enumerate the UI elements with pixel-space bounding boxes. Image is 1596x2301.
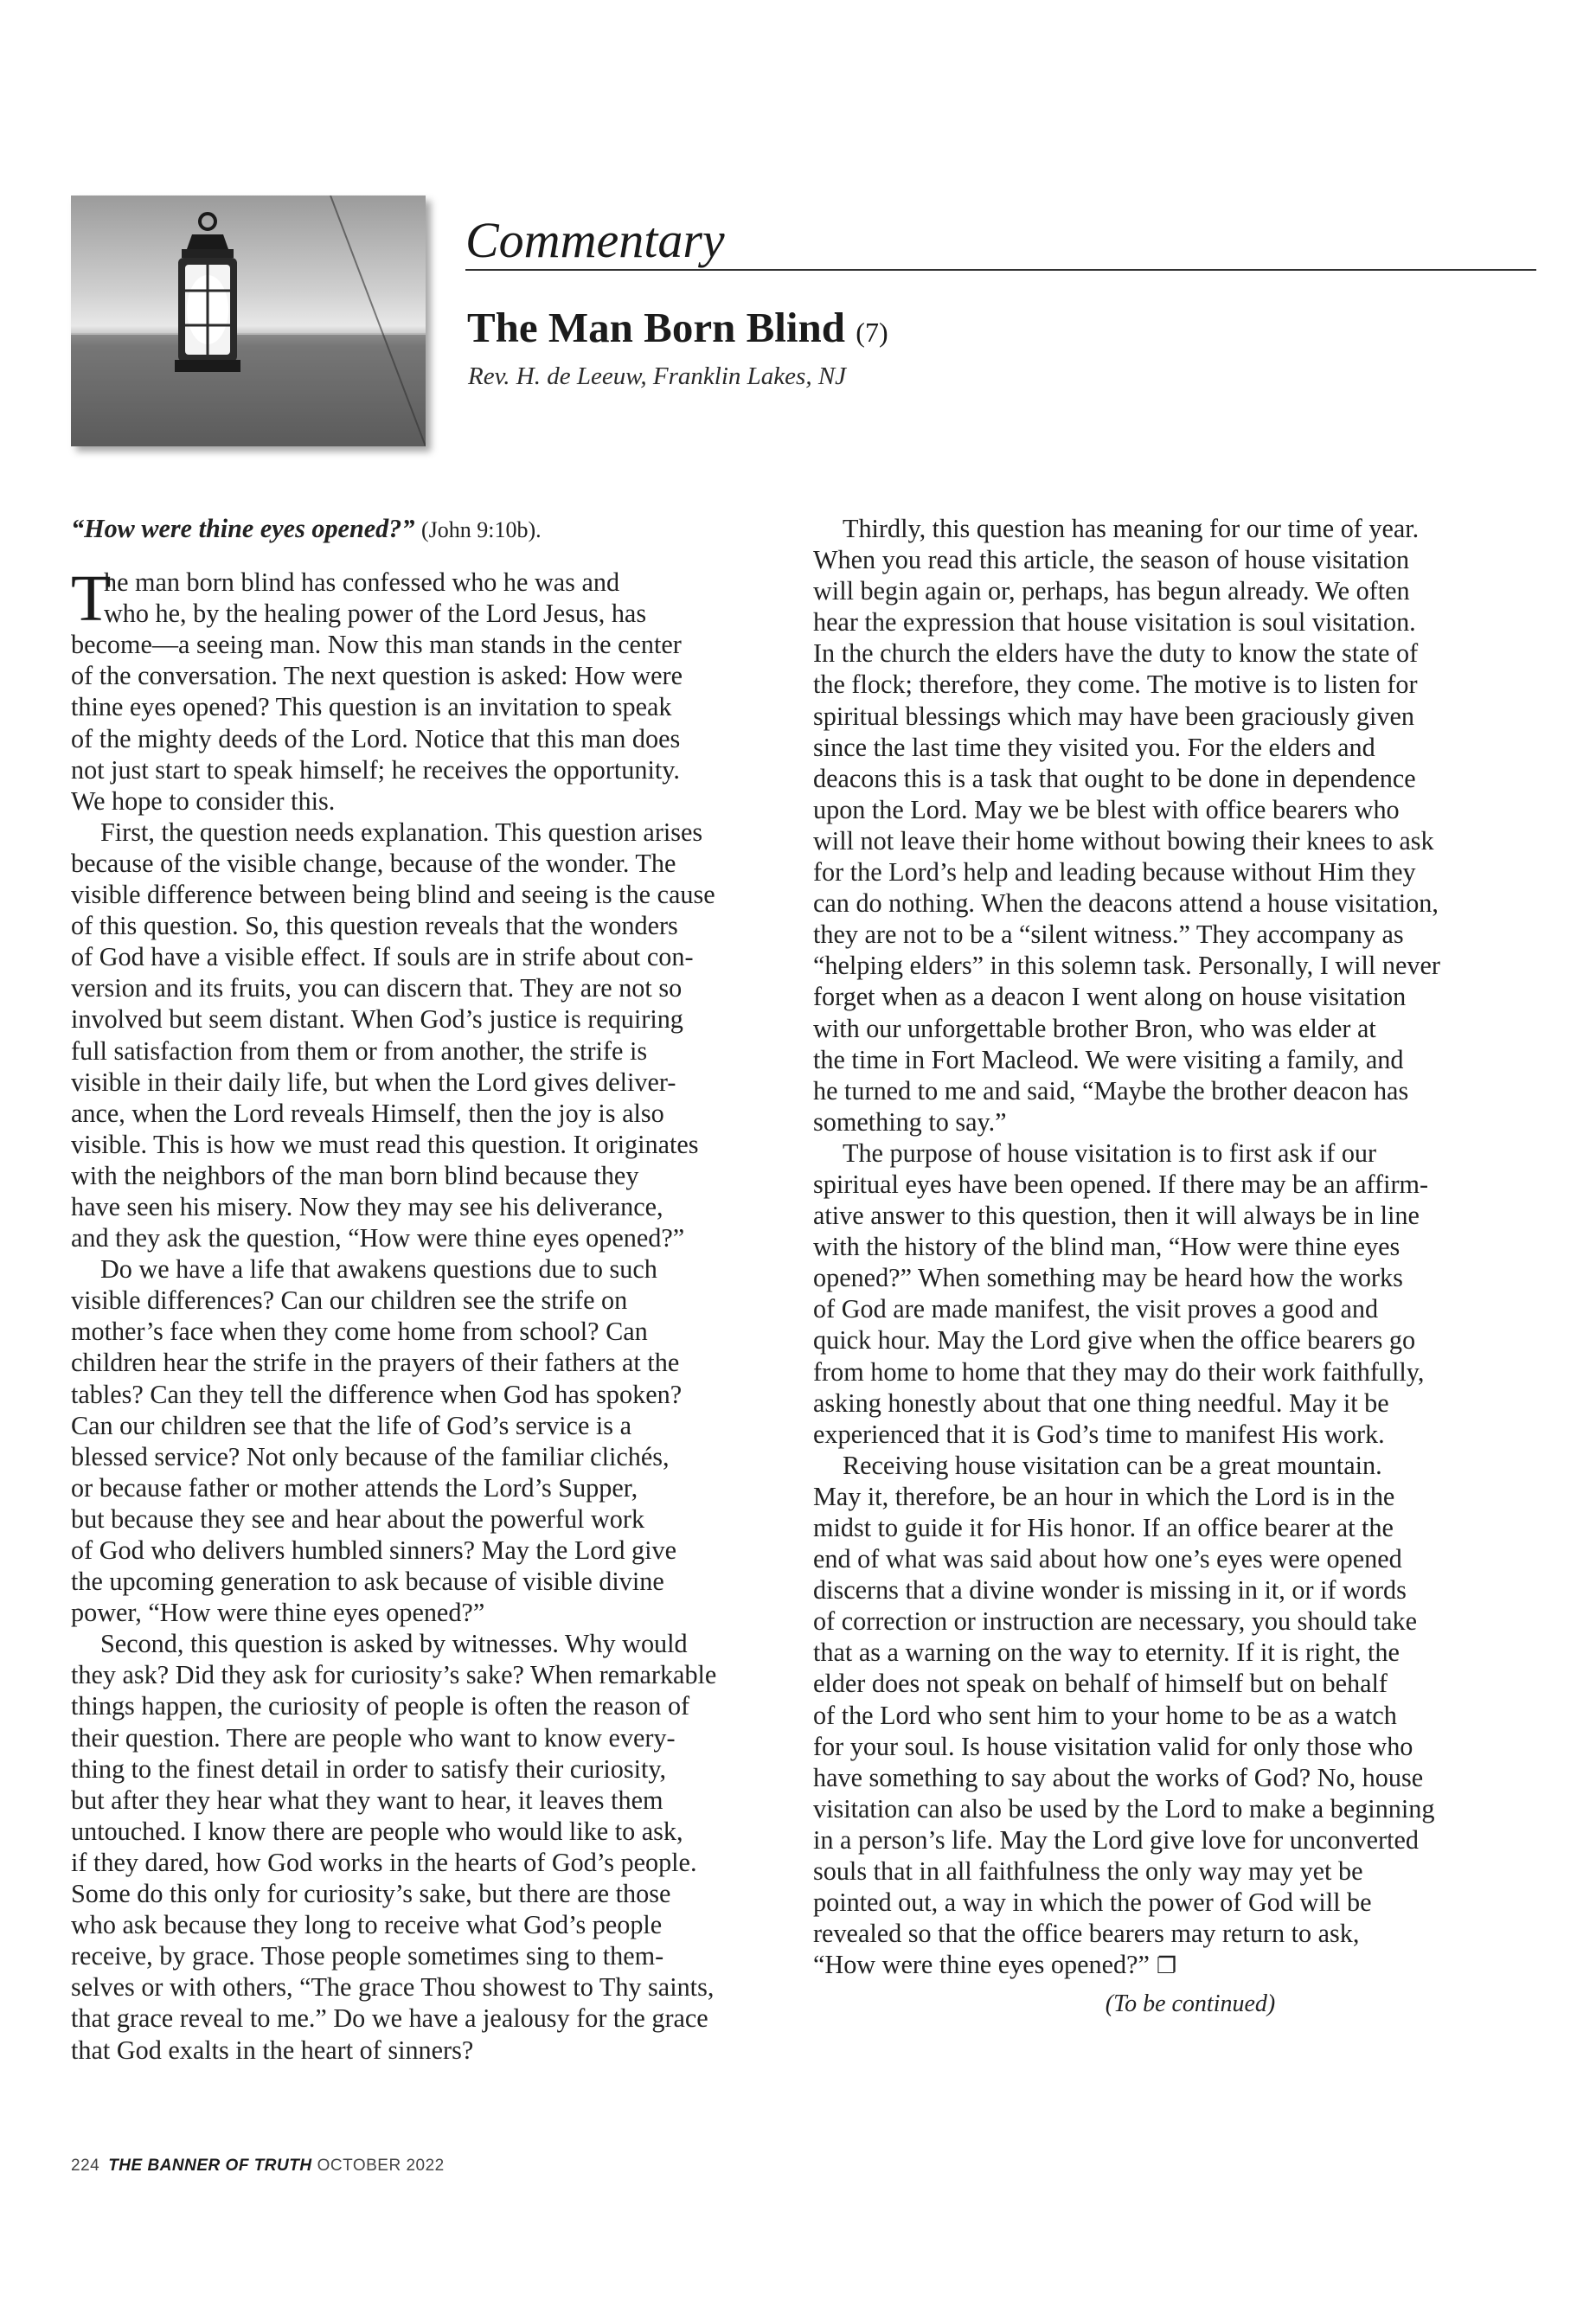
magazine-name: THE BANNER OF TRUTH [108,2157,312,2175]
text-line: Receiving house visitation can be a great mountain. [843,1450,1382,1480]
text-line: ative answer to this question, then it will always be in line [813,1201,1420,1231]
text-line: discerns that a divine wonder is missing in it, or if words [813,1575,1407,1606]
text-line: with our unforgettable brother Bron, who was elder at [813,1013,1376,1043]
text-line: in a person’s life. May the Lord give love for unconverted [813,1824,1419,1855]
text-line: have seen his misery. Now they may see his deliverance, [71,1191,663,1221]
text-line: of this question. So, this question reveals that the wonders [71,911,678,941]
text-line: revealed so that the office bearers may return to ask, [813,1919,1360,1949]
text-line: visible in their daily life, but when the Lord gives deliver- [71,1067,676,1097]
lantern-icon [71,195,426,446]
author-byline: Rev. H. de Leeuw, Franklin Lakes, NJ [468,362,847,390]
left-column [71,513,789,2066]
text-line: that God exalts in the heart of sinners? [71,2035,474,2065]
text-line: In the church the elders have the duty to know the state of [813,638,1419,669]
text-line: of God who delivers humbled sinners? May the Lord give [71,1535,677,1565]
text-line: of the conversation. The next question is asked: How were [71,661,683,691]
text-line: of correction or instruction are necessary, you should take [813,1606,1417,1637]
text-line: blessed service? Not only because of the familiar clichés, [71,1441,670,1471]
text-line: “helping elders” in this solemn task. Personally, I will never [813,951,1440,981]
paragraph [813,1138,1533,1450]
kicker-rule [465,269,1536,271]
text-line: for your soul. Is house visitation valid for only those who [813,1731,1413,1761]
text-line: elder does not speak on behalf of himself but on behalf [813,1669,1388,1699]
article-title [467,303,888,357]
article-part: (7) [856,317,888,348]
text-line: The purpose of house visitation is to first ask if our [843,1138,1377,1168]
text-line: of God have a visible effect. If souls are in strife about con- [71,942,694,972]
text-line: midst to guide it for His honor. If an office bearer at the [813,1513,1394,1542]
text-line: thing to the finest detail in order to satisfy their curiosity, [71,1753,667,1784]
text-line: selves or with others, “The grace Thou showest to Thy saints, [71,1972,715,2003]
text-line: visible. This is how we must read this question. It originates [71,1129,699,1159]
text-line: that grace reveal to me.” Do we have a jealousy for the grace [71,2003,708,2034]
text-line: Do we have a life that awakens questions due to such [100,1254,657,1285]
paragraph [71,1253,789,1628]
scripture-text [71,513,789,546]
text-line: spiritual eyes have been opened. If there may be an affirm- [813,1169,1429,1199]
text-line: asking honestly about that one thing needful. May it be [813,1388,1389,1418]
text-line: for the Lord’s help and leading because without Him they [813,857,1416,888]
text-line: end of what was said about how one’s eyes were opened [813,1544,1402,1574]
text-line: opened?” When something may be heard how the works [813,1263,1403,1293]
text-line: of the mighty deeds of the Lord. Notice that this man does [71,723,681,753]
text-line: First, the question needs explanation. This question arises [100,817,703,847]
text-line: We hope to consider this. [71,785,336,816]
text-line: Second, this question is asked by witnesses. Why would [100,1629,688,1659]
text-line: receive, by grace. Those people sometimes sing to them- [71,1941,664,1971]
text-line: Can our children see that the life of God’s service is a [71,1410,631,1440]
text-line: power, “How were thine eyes opened?” [71,1598,485,1628]
text-line: who ask because they long to receive what God’s people [71,1910,663,1940]
text-line: something to say.” [813,1106,1007,1137]
text-line: deacons this is a task that ought to be done in dependence [813,763,1416,793]
drop-cap: T [71,562,112,636]
text-line: hear the expression that house visitation is soul visitation. [813,607,1416,638]
text-line: the flock; therefore, they come. The motive is to listen for [813,670,1418,700]
text-line-content: “How were thine eyes opened?” [813,1950,1150,1980]
text-line: Some do this only for curiosity’s sake, but there are those [71,1879,671,1909]
to-be-continued: (To be continued) [1105,1990,1276,2018]
text-line: their question. There are people who want to know every- [71,1722,676,1753]
text-line: and they ask the question, “How were thine eyes opened?” [71,1223,685,1253]
text-line: he man born blind has confessed who he was and [104,567,620,598]
text-line: they ask? Did they ask for curiosity’s sake? When remarkable [71,1660,717,1690]
issue-date: OCTOBER 2022 [317,2157,445,2175]
text-line: full satisfaction from them or from another, the strife is [71,1035,648,1066]
text-line: visitation can also be used by the Lord to make a beginning [813,1793,1435,1823]
scripture-quote: “How were thine eyes opened?” [71,514,415,543]
page-number: 224 [71,2157,100,2175]
text-line: but because they see and hear about the powerful work [71,1503,645,1534]
text-line: they are not to be a “silent witness.” They accompany as [813,920,1404,950]
text-line: untouched. I know there are people who would like to ask, [71,1816,683,1846]
text-line: will begin again or, perhaps, has begun already. We often [813,576,1410,606]
text-line: When you read this article, the season of house visitation [813,545,1410,575]
text-line: forget when as a deacon I went along on house visitation [813,982,1407,1012]
paragraph [813,1450,1533,1983]
text-line: the time in Fort Macleod. We were visiting a family, and [813,1044,1404,1074]
text-line: with the neighbors of the man born blind because they [71,1160,639,1190]
article-title-text: The Man Born Blind [467,304,846,351]
text-line: not just start to speak himself; he receives the opportunity. [71,754,680,785]
paragraph [71,817,789,1253]
text-line: thine eyes opened? This question is an invitation to speak [71,692,672,722]
text-line: of the Lord who sent him to your home to be as a watch [813,1700,1397,1730]
right-column [813,513,1533,2021]
scripture-reference: (John 9:10b). [420,517,542,542]
text-line: if they dared, how God works in the hearts of God’s people. [71,1847,697,1877]
text-line: spiritual blessings which may have been graciously given [813,701,1414,731]
paragraph [813,513,1533,1138]
text-line: souls that in all faithfulness the only way may yet be [813,1856,1363,1887]
text-line: become—a seeing man. Now this man stands in the center [71,630,682,660]
text-line: can do nothing. When the deacons attend a house visitation, [813,888,1439,919]
text-line: ance, when the Lord reveals Himself, then the joy is also [71,1098,664,1128]
text-line: version and its fruits, you can discern that. They are not so [71,973,683,1003]
paragraph [71,1628,789,2065]
paragraph [71,562,789,817]
end-mark-icon: ❐ [1156,1953,1177,1979]
text-line: pointed out, a way in which the power of God will be [813,1888,1372,1918]
text-line: with the history of the blind man, “How were thine eyes [813,1232,1401,1262]
text-line: tables? Can they tell the difference when God has spoken? [71,1379,683,1409]
lantern-photo [71,195,426,446]
text-line: he turned to me and said, “Maybe the brother deacon has [813,1075,1409,1106]
text-line: the upcoming generation to ask because of visible divine [71,1567,664,1597]
text-line: because of the visible change, because of the wonder. The [71,848,676,878]
text-line: involved but seem distant. When God’s justice is requiring [71,1004,683,1035]
text-line: May it, therefore, be an hour in which the Lord is in the [813,1481,1395,1511]
text-line: things happen, the curiosity of people is often the reason of [71,1691,690,1721]
text-line: mother’s face when they come home from school? Can [71,1317,648,1347]
text-line: experienced that it is God’s time to manifest His work. [813,1419,1385,1449]
page-footer [71,2157,445,2176]
text-line: children hear the strife in the prayers of their fathers at the [71,1348,680,1378]
text-line [813,1949,1533,1982]
text-line: but after they hear what they want to hear, it leaves them [71,1785,663,1815]
text-line: upon the Lord. May we be blest with office bearers who [813,794,1400,824]
text-line: visible difference between being blind and seeing is the cause [71,880,715,910]
text-line: or because father or mother attends the Lord’s Supper, [71,1472,638,1503]
text-line: will not leave their home without bowing their knees to ask [813,825,1434,856]
text-line: Thirdly, this question has meaning for our time of year. [843,514,1420,543]
text-line: that as a warning on the way to eternity. If it is right, the [813,1638,1400,1668]
section-kicker: Commentary [465,212,725,268]
text-line: have something to say about the works of God? No, house [813,1762,1424,1792]
text-line: quick hour. May the Lord give when the office bearers go [813,1325,1416,1356]
text-line: of God are made manifest, the visit proves a good and [813,1294,1379,1324]
text-line: visible differences? Can our children see the strife on [71,1285,628,1316]
text-line: who he, by the healing power of the Lord Jesus, has [104,599,647,629]
text-line: from home to home that they may do their work faithfully, [813,1356,1425,1387]
text-line: since the last time they visited you. For the elders and [813,732,1375,762]
